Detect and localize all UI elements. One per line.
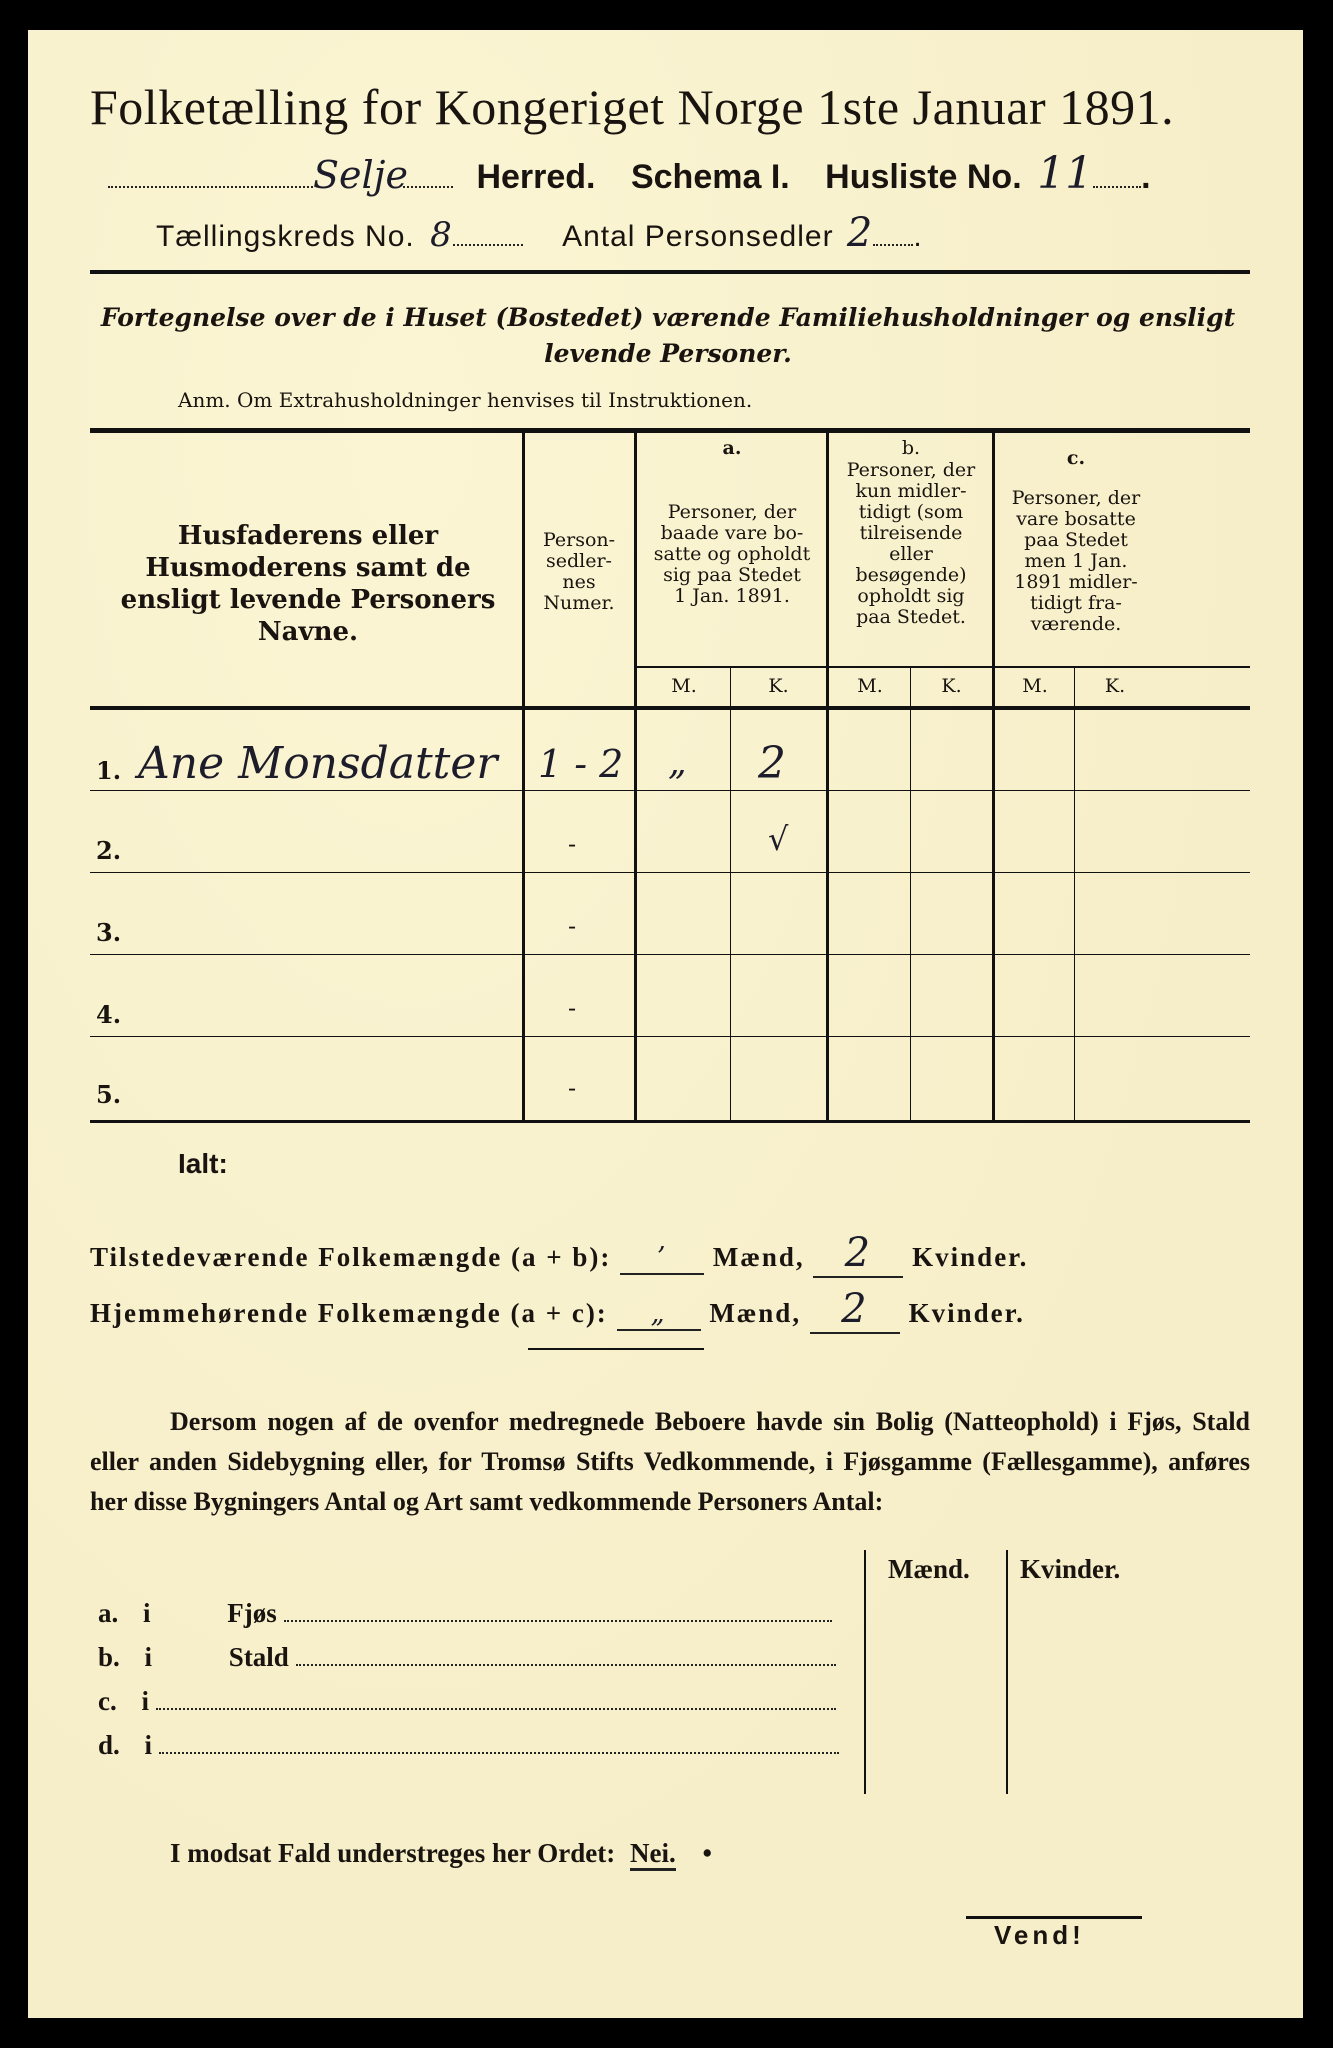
col-c-line: men 1 Jan. (1024, 550, 1128, 572)
row-rule-3 (90, 954, 1250, 955)
row-rule-2 (90, 872, 1250, 873)
row-number: 2. (96, 836, 122, 865)
col-name-header: Husfaderens eller Husmoderens samt de ensligt levende Personers Navne. (120, 521, 496, 647)
col-b-letter: b. (901, 437, 921, 459)
bolig-paragraph: Dersom nogen af de ovenfor medregnede Beboere havde sin Bolig (Natteophold) i Fjøs, Stald eller anden Sidebygning eller, for Tromsø Stifts Vedkommende, i Fjøsgamme (Fællesgamme), anføres her disse Bygningers Antal og Art samt vedkommende Personers Antal: (90, 1407, 1250, 1516)
col-num-line: Person- (542, 529, 616, 551)
list-item (98, 1730, 858, 1761)
list-item-i: i (144, 1642, 153, 1672)
taellingskreds-dots (453, 220, 523, 246)
taellingskreds-value: 8 (430, 215, 453, 255)
list-item (98, 1642, 858, 1673)
col-c-letter: c. (1066, 447, 1086, 469)
col-num-line: nes (562, 571, 596, 593)
list-item-letter: d. (98, 1730, 120, 1760)
col-b-line: paa Stedet. (856, 606, 966, 628)
modsat-text: I modsat Fald understreges her Ordet: (170, 1838, 616, 1868)
row-rule-4 (90, 1036, 1250, 1037)
vline-c-mk (1074, 666, 1075, 1120)
vline-b-mk (910, 666, 911, 1120)
list-item-letter: c. (98, 1686, 117, 1716)
list-item-text: Fjøs (227, 1598, 277, 1628)
list-item-i: i (141, 1686, 149, 1716)
antal-dots (873, 220, 913, 246)
husliste-label: Husliste No. (825, 158, 1022, 196)
hjemme-k-label: Kvinder. (908, 1298, 1025, 1328)
list-item (98, 1686, 858, 1717)
tilstede-m-value: ’ (620, 1242, 704, 1275)
mk-rule (634, 666, 1250, 668)
col-a-line: Personer, der (667, 501, 797, 523)
col-a-line: satte og opholdt (653, 543, 811, 565)
hjemme-label: Hjemmehørende Folkemængde (a + c): (90, 1298, 608, 1328)
anm-note: Anm. Om Extrahusholdninger henvises til Instruktionen. (178, 388, 753, 412)
census-form (28, 30, 1303, 2018)
b-k-label: K. (941, 675, 962, 697)
col-a-line: sig paa Stedet (663, 564, 801, 586)
col-num-line: sedler- (546, 550, 612, 572)
a-m-value: „ (668, 742, 687, 783)
table-top-rule (90, 428, 1250, 433)
tilstede-m-label: Mænd, (712, 1242, 805, 1272)
list-vline-2 (1006, 1550, 1008, 1794)
hjemme-m-value: „ (617, 1298, 701, 1331)
personsedler-number: - (568, 994, 577, 1022)
col-b-line: tilreisende (859, 522, 963, 544)
vline-num (522, 433, 525, 1121)
table-header-rule (90, 706, 1250, 710)
tilstede-k-label: Kvinder. (912, 1242, 1029, 1272)
row-number: 1. (96, 756, 122, 785)
hjemme-line (90, 1286, 1025, 1334)
herred-line: Selje Herred. Schema I. Husliste No. 11 . (108, 148, 1151, 199)
col-num-header (526, 530, 632, 614)
personsedler-number: - (568, 830, 577, 858)
col-b-header (830, 460, 992, 628)
maend-header: Mænd. (888, 1554, 970, 1584)
col-b-line: kun midler- (855, 480, 967, 502)
a-k-value: √ (768, 820, 789, 858)
hjemme-m-label: Mænd, (709, 1298, 802, 1328)
vend-rule (966, 1916, 1142, 1919)
antal-value: 2 (846, 210, 874, 256)
row-number: 3. (96, 918, 122, 947)
col-a-line: baade vare bo- (660, 522, 804, 544)
list-item (98, 1598, 858, 1629)
tilstede-line (90, 1230, 1028, 1278)
antal-label: Antal Personsedler (562, 220, 834, 253)
c-m-label: M. (1022, 675, 1048, 697)
list-item-letter: b. (98, 1642, 120, 1672)
list-item-text: Stald (228, 1642, 289, 1672)
b-m-label: M. (857, 675, 883, 697)
list-item-dots (156, 1690, 836, 1710)
husliste-value: 11 (1037, 148, 1094, 199)
a-k-label: K. (768, 675, 789, 697)
col-c-line: Personer, der (1011, 487, 1141, 509)
vline-b (826, 433, 829, 1121)
a-m-label: M. (671, 675, 697, 697)
col-c-line: 1891 midler- (1014, 571, 1138, 593)
herred-dots-left (108, 162, 313, 188)
list-item-dots (159, 1734, 839, 1754)
list-item-dots (284, 1602, 832, 1622)
list-item-letter: a. (98, 1598, 119, 1628)
header-rule (90, 270, 1250, 274)
personsedler-number: 1 - 2 (538, 742, 624, 786)
col-c-line: paa Stedet (1024, 529, 1128, 551)
nei-word: Nei. (630, 1838, 676, 1871)
col-b-line: besøgende) (855, 564, 967, 586)
list-item-i: i (144, 1730, 153, 1760)
row-rule-1 (90, 790, 1250, 791)
herred-value: Selje (313, 153, 408, 197)
c-k-label: K. (1104, 675, 1126, 697)
kvinder-header: Kvinder. (1020, 1554, 1121, 1584)
personsedler-number: - (568, 1074, 577, 1102)
modsat-line: I modsat Fald understreges her Ordet: Nei. • (170, 1838, 712, 1869)
col-a-header (638, 502, 826, 607)
tilstede-label: Tilstedeværende Folkemængde (a + b): (90, 1242, 612, 1272)
table-bottom-rule (90, 1120, 1250, 1123)
person-name: Ane Monsdatter (138, 738, 498, 789)
a-k-value: 2 (758, 738, 786, 789)
col-b-line: opholdt sig (857, 585, 965, 607)
row-number: 5. (96, 1080, 122, 1109)
personsedler-number: - (568, 912, 577, 940)
hjemme-k-value: 2 (810, 1286, 900, 1334)
separator-rule (528, 1348, 704, 1350)
herred-label: Herred. (476, 158, 596, 196)
col-b-line: eller (889, 543, 933, 565)
taellingskreds-label: Tællingskreds No. (156, 220, 415, 253)
list-item-dots (296, 1646, 836, 1666)
ialt-label: Ialt: (178, 1148, 228, 1179)
tilstede-k-value: 2 (813, 1230, 903, 1278)
vline-a (634, 433, 637, 1121)
husliste-dots (1093, 162, 1141, 188)
vline-a-mk (730, 666, 731, 1120)
schema-label: Schema I. (630, 158, 790, 196)
row-number: 4. (96, 1000, 122, 1029)
page-title: Folketælling for Kongeriget Norge 1ste Januar 1891. (90, 79, 1175, 135)
col-num-line: Numer. (543, 592, 615, 614)
col-c-header (996, 488, 1156, 635)
taellingskreds-line: Tællingskreds No. 8 Antal Personsedler 2 . (156, 210, 923, 256)
col-c-line: tidigt fra- (1030, 592, 1122, 614)
col-c-line: vare bosatte (1016, 508, 1136, 530)
col-b-line: Personer, der (846, 459, 976, 481)
col-c-line: værende. (1030, 613, 1122, 635)
col-b-line: tidigt (som (858, 501, 964, 523)
col-a-letter: a. (722, 437, 742, 459)
herred-dots-right (403, 162, 453, 188)
vend-label: Vend! (994, 1920, 1085, 1950)
list-item-i: i (143, 1598, 151, 1628)
vline-c (992, 433, 995, 1121)
list-vline-1 (864, 1550, 866, 1794)
fortegnelse-text: Fortegnelse over de i Huset (Bostedet) værende Familiehusholdninger og ensligt levende Personer. (100, 303, 1236, 368)
col-a-line: 1 Jan. 1891. (674, 585, 790, 607)
